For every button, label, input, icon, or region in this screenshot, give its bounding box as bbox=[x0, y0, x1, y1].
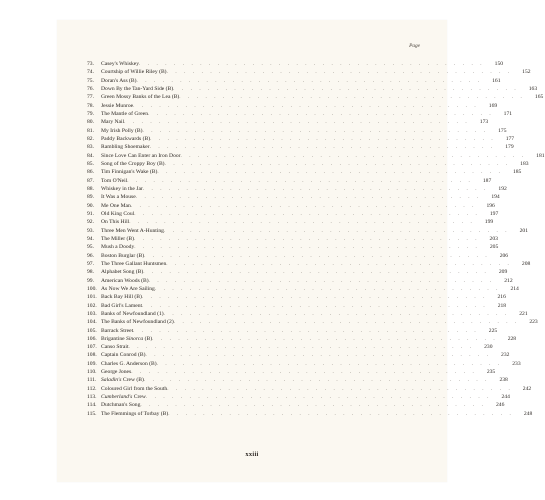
entry-number: 106. bbox=[87, 335, 97, 342]
entry-number: 114. bbox=[87, 402, 97, 409]
entry-number: 84. bbox=[87, 152, 94, 159]
entry-number: 113. bbox=[87, 394, 97, 401]
dot-leader: ........................................ bbox=[134, 211, 485, 217]
toc-entry bbox=[87, 68, 531, 76]
entry-page-number: 196 bbox=[486, 202, 495, 209]
toc-entry bbox=[87, 77, 501, 85]
entry-number: 102. bbox=[87, 302, 97, 309]
entry-title: Three Men Went A-Hunting bbox=[101, 227, 164, 234]
entry-page-number: 165 bbox=[534, 94, 544, 101]
entry-page-number: 199 bbox=[484, 219, 494, 226]
entry-page-number: 221 bbox=[519, 310, 528, 317]
toc-entry bbox=[87, 135, 515, 143]
entry-title: Song of the Croppy Boy (B) bbox=[101, 160, 165, 167]
entry-number: 91. bbox=[87, 210, 94, 217]
toc-entry bbox=[87, 385, 532, 393]
toc-entry bbox=[87, 118, 489, 126]
dot-leader: ........................................ bbox=[173, 320, 524, 326]
dot-leader: ........................................ bbox=[130, 203, 481, 209]
entry-page-number: 201 bbox=[519, 227, 528, 234]
entry-title: Mush a Doody bbox=[101, 244, 135, 251]
entry-number: 87. bbox=[87, 177, 94, 184]
entry-title: Back Bay Hill (B) bbox=[101, 294, 142, 301]
entry-page-number: 152 bbox=[522, 69, 531, 76]
entry-number: 86. bbox=[87, 169, 94, 176]
entry-page-number: 233 bbox=[512, 360, 521, 367]
toc-entry bbox=[87, 218, 494, 226]
entry-title: Whiskey in the Jar bbox=[101, 185, 143, 192]
toc-entry bbox=[87, 127, 507, 135]
entry-number: 76. bbox=[87, 85, 94, 92]
dot-leader: ........................................ bbox=[152, 336, 503, 342]
entry-page-number: 177 bbox=[505, 135, 515, 142]
entry-number: 81. bbox=[87, 127, 94, 134]
dot-leader: ........................................ bbox=[135, 195, 486, 201]
entry-page-number: 246 bbox=[496, 402, 505, 409]
entry-number: 93. bbox=[87, 227, 94, 234]
entry-title: Charles G. Anderson (B) bbox=[101, 360, 157, 367]
entry-page-number: 230 bbox=[484, 344, 493, 351]
dot-leader: ........................................ bbox=[166, 70, 517, 76]
toc-entry bbox=[87, 168, 522, 176]
toc-entry bbox=[87, 60, 504, 68]
entry-number: 98. bbox=[87, 269, 94, 276]
entry-number: 95. bbox=[87, 244, 94, 251]
toc-entry bbox=[87, 393, 510, 401]
dot-leader: ........................................ bbox=[149, 145, 500, 151]
entry-page-number: 225 bbox=[488, 327, 498, 334]
entry-title: Down By the Tan-Yard Side (B) bbox=[101, 85, 174, 92]
entry-page-number: 179 bbox=[505, 144, 514, 151]
entry-page-number: 209 bbox=[498, 269, 508, 276]
entry-title: Old King Coul bbox=[101, 210, 135, 217]
entry-title: Rambling Shoemaker bbox=[101, 144, 150, 151]
entry-page-number: 232 bbox=[501, 352, 510, 359]
entry-page-number: 235 bbox=[486, 369, 496, 376]
entry-title: Since Love Can Enter an Iron Door bbox=[101, 152, 181, 159]
entry-number: 77. bbox=[87, 94, 94, 101]
toc-entry bbox=[87, 143, 514, 151]
toc-entry bbox=[87, 227, 528, 235]
entry-number: 90. bbox=[87, 202, 94, 209]
entry-page-number: 244 bbox=[501, 394, 510, 401]
dot-leader: ........................................ bbox=[124, 120, 475, 126]
entry-title-ship-name: Cumberland's bbox=[101, 394, 133, 401]
toc-entry bbox=[87, 177, 492, 185]
entry-number: 74. bbox=[87, 69, 94, 76]
book-page bbox=[57, 20, 545, 482]
entry-title-prefix: Brigantine bbox=[101, 335, 127, 342]
dot-leader: ........................................ bbox=[156, 361, 507, 367]
entry-title: Banks of Newfoundland (1) bbox=[101, 310, 164, 317]
toc-entry bbox=[87, 152, 545, 160]
toc-entry bbox=[87, 318, 538, 326]
entry-title: The Three Gallant Huntsmen bbox=[101, 260, 167, 267]
toc-entry bbox=[87, 160, 529, 168]
entry-number: 99. bbox=[87, 277, 94, 284]
toc-entry bbox=[87, 110, 513, 118]
dot-leader: ........................................ bbox=[131, 370, 482, 376]
dot-leader: ........................................ bbox=[129, 220, 480, 226]
toc-entry bbox=[87, 185, 507, 193]
entry-number: 73. bbox=[87, 61, 94, 67]
toc-entry bbox=[87, 102, 498, 110]
entry-page-number: 194 bbox=[491, 194, 500, 201]
entry-title: The Mantle of Green bbox=[101, 110, 149, 117]
entry-title: Casey's Whiskey bbox=[101, 61, 140, 67]
entry-title: Alphabet Song (B) bbox=[101, 269, 144, 276]
entry-number: 108. bbox=[87, 352, 97, 359]
entry-title: Captain Conrod (B) bbox=[101, 352, 146, 359]
entry-number: 101. bbox=[87, 294, 97, 301]
dot-leader: ........................................ bbox=[143, 270, 494, 276]
toc-entry bbox=[87, 252, 509, 260]
entry-number: 75. bbox=[87, 77, 94, 84]
dot-leader: ........................................ bbox=[143, 378, 494, 384]
entry-number: 110. bbox=[87, 369, 97, 376]
entry-page-number: 205 bbox=[489, 244, 499, 251]
entry-title: As Now We Are Sailing bbox=[101, 285, 155, 292]
entry-page-number: 238 bbox=[499, 377, 508, 384]
dot-leader: ........................................ bbox=[166, 261, 517, 267]
entry-title-ship-name: Sinorca bbox=[126, 335, 144, 342]
toc-entry bbox=[87, 260, 531, 268]
entry-title: Jessie Munroe bbox=[101, 102, 134, 109]
entry-number: 96. bbox=[87, 252, 94, 259]
dot-leader: ........................................ bbox=[167, 386, 518, 392]
entry-title: Tom O'Neil bbox=[101, 177, 128, 184]
toc-entry bbox=[87, 210, 499, 218]
dot-leader: ........................................ bbox=[140, 403, 491, 409]
entry-number: 105. bbox=[87, 327, 97, 334]
entry-page-number: 223 bbox=[529, 319, 538, 326]
dot-leader: ........................................ bbox=[133, 328, 484, 334]
entry-number: 82. bbox=[87, 135, 94, 142]
toc-entry bbox=[87, 368, 496, 376]
entry-title: The Miller (B) bbox=[101, 235, 134, 242]
dot-leader: ........................................ bbox=[142, 303, 493, 309]
entry-title: Paddy Backwards (B) bbox=[101, 135, 151, 142]
entry-page-number: 248 bbox=[523, 410, 533, 417]
entry-title: Green Mossy Banks of the Lea (B) bbox=[101, 94, 180, 101]
entry-page-number: 216 bbox=[497, 294, 506, 301]
toc-entry bbox=[87, 85, 538, 93]
entry-title-suffix: (B) bbox=[143, 335, 153, 342]
dot-leader: ........................................ bbox=[142, 128, 493, 134]
entry-number: 85. bbox=[87, 160, 94, 167]
toc-entry bbox=[87, 235, 498, 243]
entry-page-number: 175 bbox=[498, 127, 507, 134]
dot-leader: ........................................ bbox=[145, 353, 496, 359]
dot-leader: ........................................ bbox=[168, 411, 519, 417]
entry-title: Barrack Street bbox=[101, 327, 134, 334]
entry-page-number: 242 bbox=[522, 385, 532, 392]
entry-page-number: 187 bbox=[482, 177, 492, 184]
entry-title: Bad Girl's Lament bbox=[101, 302, 143, 309]
dot-leader: ........................................ bbox=[144, 253, 495, 259]
entry-number: 92. bbox=[87, 219, 94, 226]
entry-page-number: 212 bbox=[504, 277, 513, 284]
entry-title: The Banks of Newfoundland (2) bbox=[101, 319, 174, 326]
entry-page-number: 183 bbox=[520, 160, 529, 167]
entry-number: 109. bbox=[87, 360, 97, 367]
entry-page-number: 197 bbox=[489, 210, 499, 217]
entry-page-number: 203 bbox=[489, 235, 498, 242]
entry-page-number: 208 bbox=[521, 260, 531, 267]
entry-title: Tim Finnigan's Wake (B) bbox=[101, 169, 158, 176]
dot-leader: ........................................ bbox=[150, 136, 501, 142]
dot-leader: ........................................ bbox=[179, 95, 530, 101]
entry-title: American Woods (B) bbox=[101, 277, 149, 284]
dot-leader: ........................................ bbox=[154, 286, 505, 292]
entry-page-number: 181 bbox=[536, 152, 545, 159]
entry-number: 89. bbox=[87, 194, 94, 201]
entry-number: 80. bbox=[87, 119, 94, 126]
toc-entry bbox=[87, 193, 500, 201]
entry-title: Me One Man bbox=[101, 202, 131, 209]
entry-title: George Jones bbox=[101, 369, 132, 376]
entry-number: 104. bbox=[87, 319, 97, 326]
entry-page-number: 150 bbox=[494, 61, 504, 67]
dot-leader: ........................................ bbox=[180, 153, 531, 159]
entry-title bbox=[99, 393, 146, 401]
dot-leader: ........................................ bbox=[128, 345, 479, 351]
toc-entry bbox=[87, 268, 508, 276]
dot-leader: ........................................ bbox=[145, 395, 496, 401]
toc-entry bbox=[87, 302, 507, 310]
entry-number: 88. bbox=[87, 185, 94, 192]
entry-number: 83. bbox=[87, 144, 94, 151]
dot-leader: ........................................ bbox=[133, 236, 484, 242]
dot-leader: ........................................ bbox=[142, 186, 493, 192]
entry-title: Dutchman's Song bbox=[101, 402, 141, 409]
dot-leader: ........................................ bbox=[157, 170, 508, 176]
dot-leader: ........................................ bbox=[164, 161, 515, 167]
entry-title: Courtship of Willie Riley (B) bbox=[101, 69, 167, 76]
entry-title: On This Hill bbox=[101, 219, 130, 226]
toc-entry bbox=[87, 410, 533, 418]
toc-entry bbox=[87, 376, 508, 384]
toc-entry bbox=[87, 310, 528, 318]
toc-entry bbox=[87, 277, 513, 285]
entry-title bbox=[99, 335, 152, 343]
entry-page-number: 173 bbox=[479, 119, 489, 126]
toc-entry bbox=[87, 293, 506, 301]
entry-title: It Was a Mouse bbox=[101, 194, 136, 201]
entry-title-suffix: Crew bbox=[132, 394, 146, 401]
dot-leader: ........................................ bbox=[148, 278, 499, 284]
toc-entry bbox=[87, 285, 519, 293]
dot-leader: ........................................ bbox=[127, 178, 478, 184]
entry-number: 97. bbox=[87, 260, 94, 267]
dot-leader: ........................................ bbox=[163, 228, 514, 234]
table-of-contents bbox=[87, 60, 545, 418]
entry-title: Mary Nail bbox=[101, 119, 125, 126]
toc-entry bbox=[87, 343, 493, 351]
entry-title: My Irish Polly (B) bbox=[101, 127, 143, 134]
entry-title: Boston Burglar (B) bbox=[101, 252, 145, 259]
dot-leader: ........................................ bbox=[141, 295, 492, 301]
entry-number: 103. bbox=[87, 310, 97, 317]
entry-page-number: 169 bbox=[488, 102, 498, 109]
dot-leader: ........................................ bbox=[133, 103, 484, 109]
entry-number: 107. bbox=[87, 344, 97, 351]
entry-title bbox=[99, 376, 144, 384]
entry-number: 112. bbox=[87, 385, 97, 392]
entry-title-ship-name: Saladin's bbox=[101, 377, 122, 384]
toc-entry bbox=[87, 243, 499, 251]
dot-leader: ........................................ bbox=[136, 78, 487, 84]
dot-leader: ........................................ bbox=[148, 111, 499, 117]
entry-title: Canso Strait bbox=[101, 344, 129, 351]
entry-page-number: 185 bbox=[512, 169, 522, 176]
entry-page-number: 161 bbox=[492, 77, 501, 84]
dot-leader: ........................................ bbox=[173, 86, 524, 92]
entry-page-number: 228 bbox=[507, 335, 517, 342]
entry-page-number: 206 bbox=[499, 252, 509, 259]
entry-title: Doran's Ass (B) bbox=[101, 77, 137, 84]
toc-entry bbox=[87, 93, 544, 101]
entry-title: Coloured Girl from the South bbox=[101, 385, 168, 392]
toc-entry bbox=[87, 327, 498, 335]
dot-leader: ........................................ bbox=[163, 311, 514, 317]
entry-number: 100. bbox=[87, 285, 97, 292]
entry-number: 111. bbox=[87, 377, 97, 384]
toc-entry bbox=[87, 401, 505, 409]
entry-number: 79. bbox=[87, 110, 94, 117]
toc-entry bbox=[87, 360, 521, 368]
toc-entry bbox=[87, 202, 495, 210]
entry-page-number: 192 bbox=[498, 185, 507, 192]
entry-number: 94. bbox=[87, 235, 94, 242]
dot-leader: ........................................ bbox=[134, 245, 485, 251]
page-column-heading: Page bbox=[409, 43, 420, 49]
entry-title-suffix: Crew (B) bbox=[121, 377, 144, 384]
entry-page-number: 163 bbox=[528, 85, 538, 92]
entry-page-number: 214 bbox=[510, 285, 519, 292]
page-number: xxiii bbox=[245, 451, 259, 458]
entry-title: The Flemmings of Torbay (B) bbox=[101, 410, 169, 417]
toc-entry bbox=[87, 335, 517, 343]
entry-number: 78. bbox=[87, 102, 94, 109]
toc-entry bbox=[87, 351, 510, 359]
entry-page-number: 171 bbox=[503, 110, 513, 117]
entry-page-number: 218 bbox=[497, 302, 507, 309]
dot-leader: ........................................ bbox=[139, 62, 490, 67]
entry-number: 115. bbox=[87, 410, 97, 417]
